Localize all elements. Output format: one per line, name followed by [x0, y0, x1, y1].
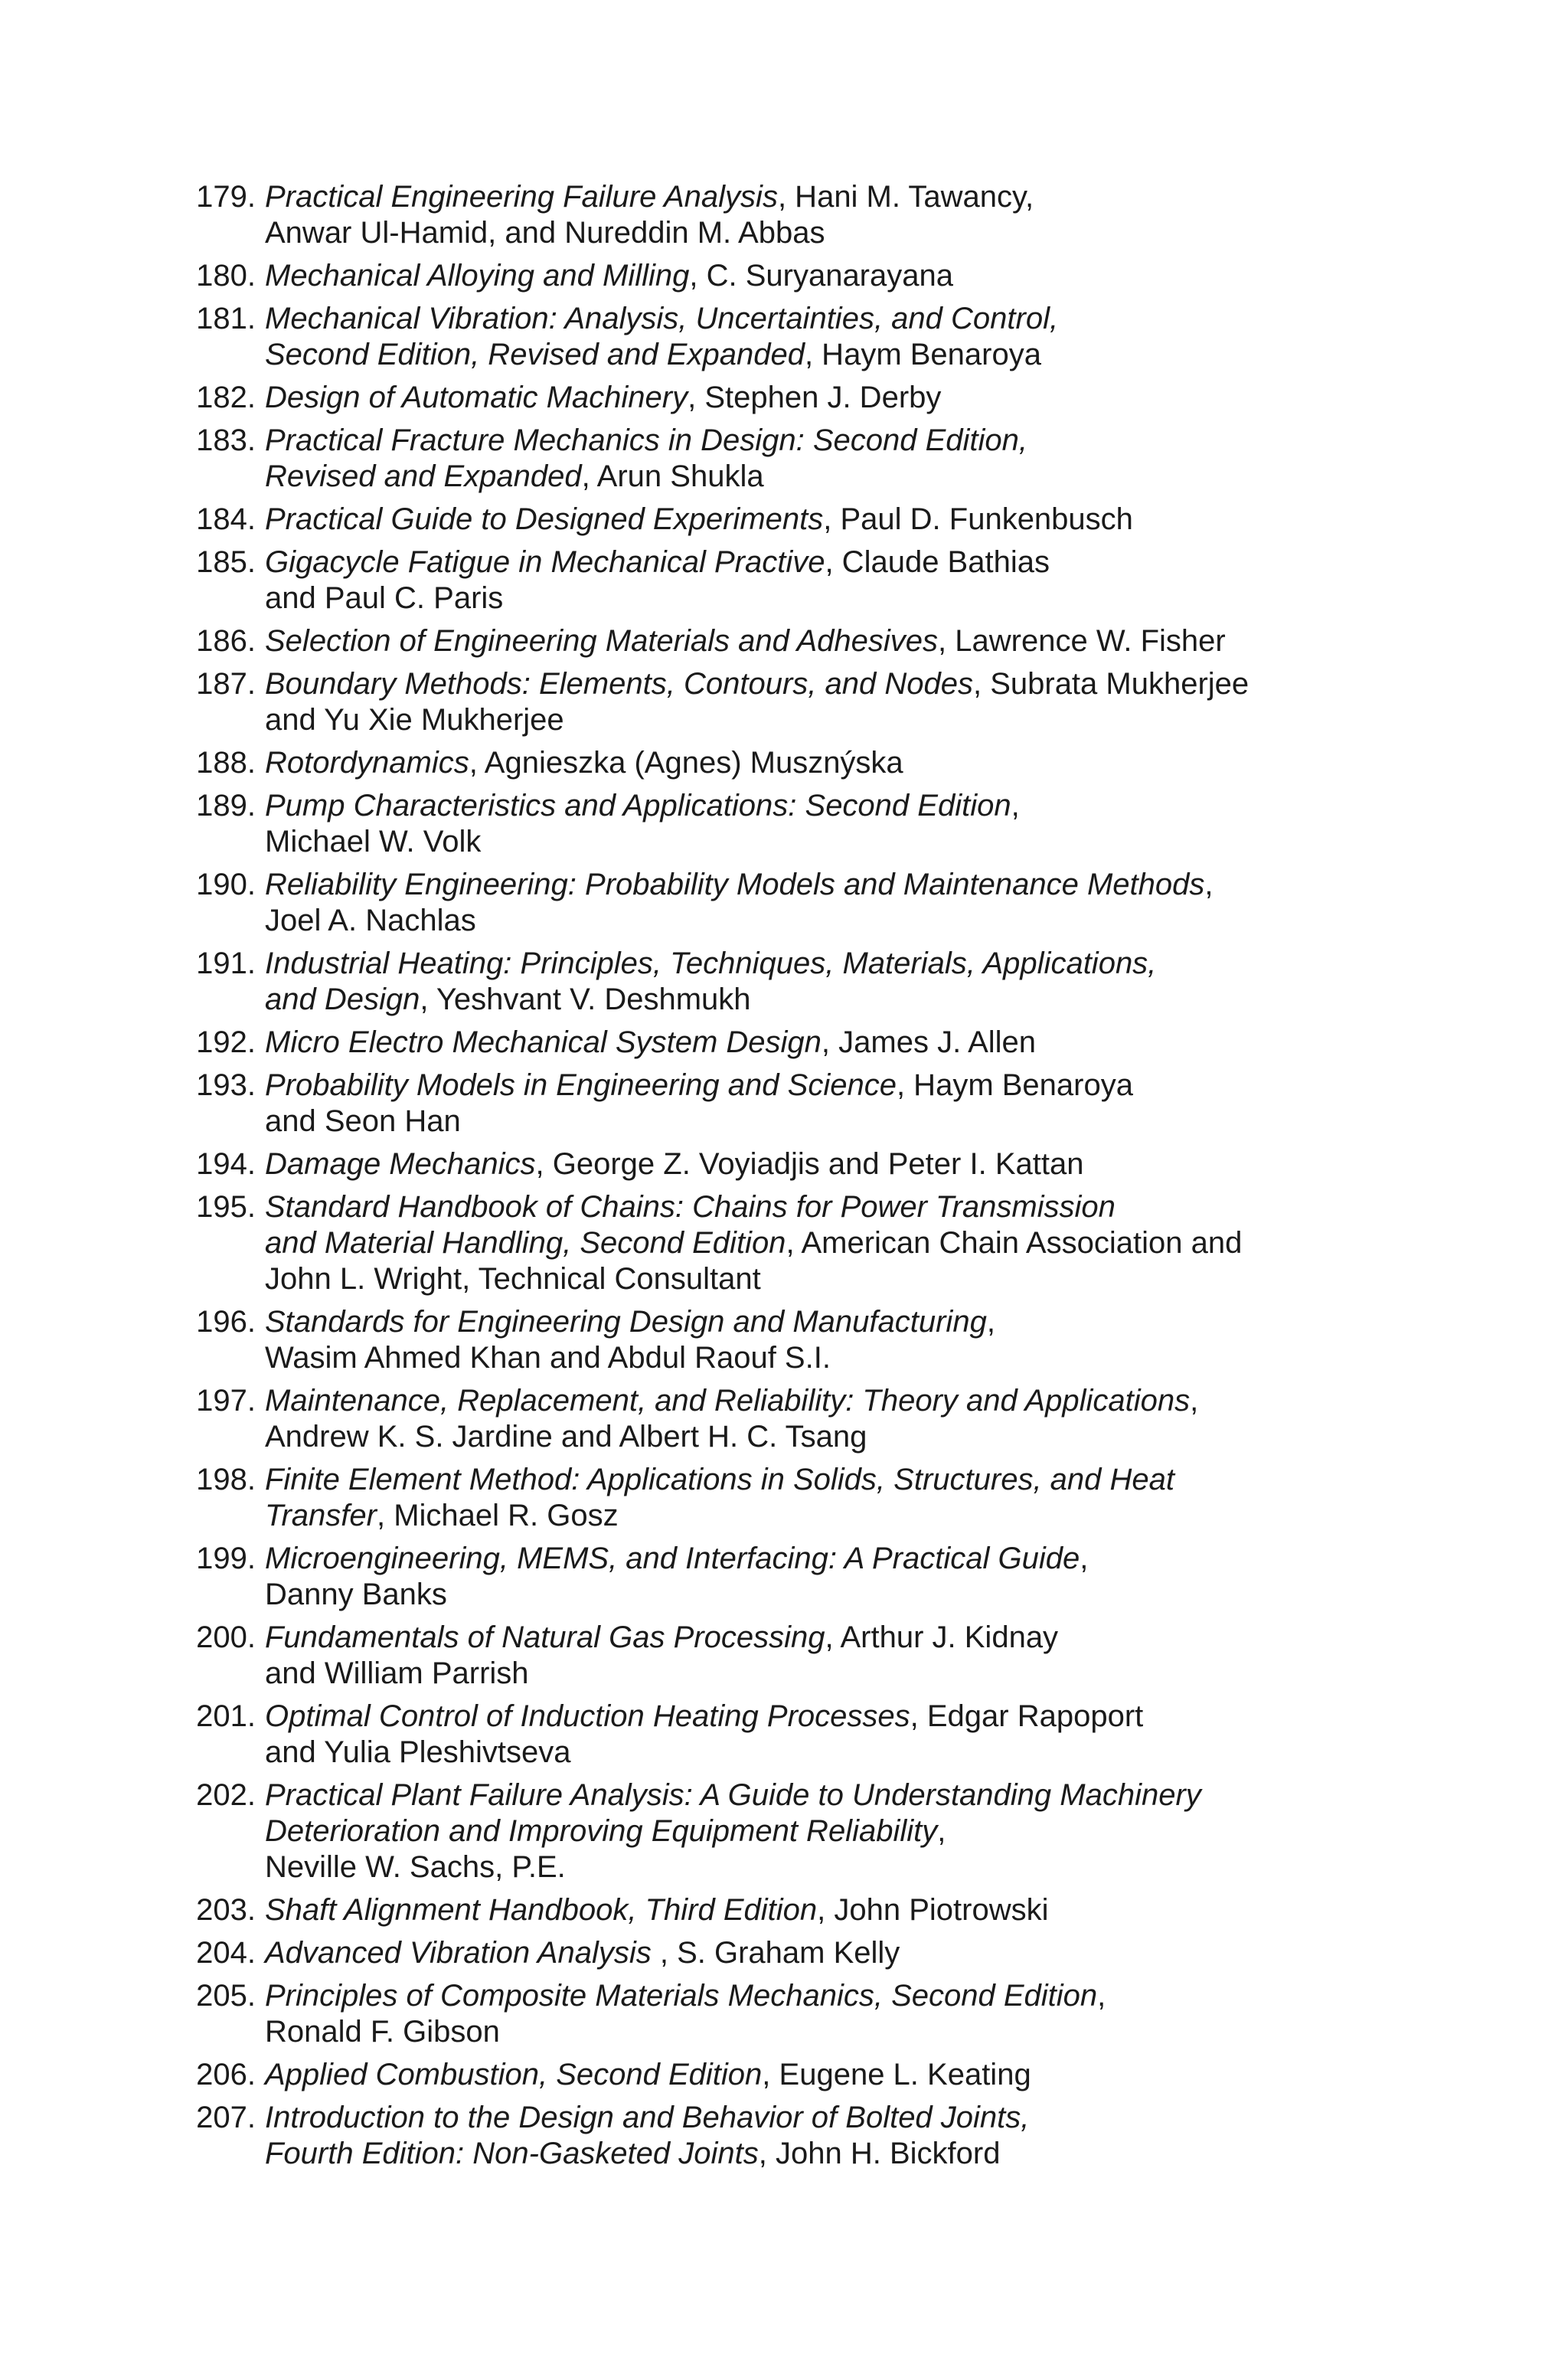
entry-line	[265, 459, 1406, 495]
entry-number: 190.	[196, 868, 256, 901]
list-item	[181, 258, 1406, 294]
entry-line	[265, 1498, 1406, 1534]
book-title: Applied Combustion, Second Edition	[265, 2058, 763, 2091]
entry-number: 191.	[196, 947, 256, 980]
author-text: and Yu Xie Mukherjee	[265, 703, 564, 737]
entry-number: 194.	[196, 1147, 256, 1181]
entry-line	[265, 1261, 1406, 1297]
list-item	[181, 1935, 1406, 1971]
book-title: Reliability Engineering: Probability Models and Maintenance Methods	[265, 868, 1205, 901]
entry-line	[265, 1577, 1406, 1613]
book-title: Fundamentals of Natural Gas Processing	[265, 1620, 825, 1654]
entry-number: 196.	[196, 1305, 256, 1339]
list-item	[181, 788, 1406, 860]
entry-line	[265, 1892, 1406, 1928]
entry-line	[265, 545, 1406, 580]
list-item	[181, 179, 1406, 251]
book-title: Practical Fracture Mechanics in Design: Second Edition,	[265, 424, 1028, 457]
entry-number: 183.	[196, 424, 256, 457]
author-text: and Yulia Pleshivtseva	[265, 1735, 571, 1769]
book-title: Mechanical Alloying and Milling	[265, 259, 690, 293]
author-text: ,	[1080, 1542, 1089, 1575]
entry-number: 203.	[196, 1893, 256, 1927]
author-text: , Subrata Mukherjee	[972, 667, 1250, 701]
author-text: , Haym Benaroya	[896, 1068, 1133, 1102]
book-title: Microengineering, MEMS, and Interfacing: A Practical Guide	[265, 1542, 1080, 1575]
entry-line	[265, 824, 1406, 860]
entry-number: 179.	[196, 180, 256, 214]
book-title: Revised and Expanded	[265, 459, 582, 493]
book-title: Selection of Engineering Materials and Adhesives	[265, 624, 939, 658]
entry-line	[265, 982, 1406, 1018]
book-title: Second Edition, Revised and Expanded	[265, 338, 805, 371]
list-item	[181, 301, 1406, 373]
list-item	[181, 1068, 1406, 1140]
author-text: , Haym Benaroya	[804, 338, 1041, 371]
list-item	[181, 666, 1406, 738]
entry-line	[265, 1699, 1406, 1735]
author-text: , S. Graham Kelly	[659, 1936, 900, 1970]
author-text: , Stephen J. Derby	[688, 381, 942, 414]
list-item	[181, 380, 1406, 416]
book-title: Micro Electro Mechanical System Design	[265, 1025, 822, 1059]
list-item	[181, 867, 1406, 939]
author-text: ,	[1011, 789, 1020, 822]
author-text: , George Z. Voyiadjis and Peter I. Kattan	[535, 1147, 1084, 1181]
book-title: Shaft Alignment Handbook, Third Edition	[265, 1893, 818, 1927]
entry-line	[265, 903, 1406, 939]
list-item	[181, 745, 1406, 781]
entry-line	[265, 1025, 1406, 1061]
entry-number: 188.	[196, 746, 256, 780]
list-item	[181, 545, 1406, 616]
author-text: , Lawrence W. Fisher	[938, 624, 1226, 658]
entry-line	[265, 580, 1406, 616]
entry-line	[265, 1813, 1406, 1849]
book-title: Mechanical Vibration: Analysis, Uncertainties, and Control,	[265, 302, 1059, 335]
list-item	[181, 1620, 1406, 1692]
author-text: , John H. Bickford	[758, 2137, 1001, 2170]
entry-line	[265, 1146, 1406, 1182]
entry-number: 182.	[196, 381, 256, 414]
entry-line	[265, 337, 1406, 373]
entry-line	[265, 1620, 1406, 1656]
list-item	[181, 1699, 1406, 1771]
list-item	[181, 1146, 1406, 1182]
list-item	[181, 1025, 1406, 1061]
entry-line	[265, 1656, 1406, 1692]
author-text: Ronald F. Gibson	[265, 2015, 500, 2049]
author-text: , Edgar Rapoport	[910, 1699, 1144, 1733]
list-item	[181, 1189, 1406, 1297]
entry-number: 181.	[196, 302, 256, 335]
author-text: Michael W. Volk	[265, 825, 482, 858]
list-item	[181, 1383, 1406, 1455]
author-text: Neville W. Sachs, P.E.	[265, 1850, 566, 1884]
entry-number: 187.	[196, 667, 256, 701]
entry-number: 192.	[196, 1025, 256, 1059]
entry-line	[265, 2057, 1406, 2093]
entry-line	[265, 1189, 1406, 1225]
entry-line	[265, 1978, 1406, 2014]
author-text: Danny Banks	[265, 1578, 447, 1611]
entry-line	[265, 179, 1406, 215]
entry-line	[265, 2136, 1406, 2172]
book-title: Practical Plant Failure Analysis: A Guide to Understanding Machinery	[265, 1778, 1201, 1812]
entry-number: 184.	[196, 502, 256, 536]
entry-line	[265, 623, 1406, 659]
list-item	[181, 1978, 1406, 2050]
author-text: ,	[937, 1814, 946, 1848]
author-text: , James J. Allen	[821, 1025, 1037, 1059]
book-title: Standard Handbook of Chains: Chains for Power Transmission	[265, 1190, 1116, 1224]
author-text: ,	[986, 1305, 995, 1339]
entry-line	[265, 1383, 1406, 1419]
book-title: Practical Engineering Failure Analysis	[265, 180, 778, 214]
book-title: Deterioration and Improving Equipment Reliability	[265, 1814, 938, 1848]
book-title: Principles of Composite Materials Mechanics, Second Edition	[265, 1979, 1098, 2013]
author-text: , Hani M. Tawancy,	[777, 180, 1034, 214]
entry-number: 200.	[196, 1620, 256, 1654]
entry-line	[265, 258, 1406, 294]
series-list	[181, 179, 1406, 2179]
list-item	[181, 1777, 1406, 1885]
book-title: Design of Automatic Machinery	[265, 381, 688, 414]
entry-line	[265, 1462, 1406, 1498]
book-title: Introduction to the Design and Behavior of Bolted Joints,	[265, 2101, 1030, 2134]
author-text: , Eugene L. Keating	[762, 2058, 1031, 2091]
entry-line	[265, 215, 1406, 251]
entry-number: 198.	[196, 1463, 256, 1496]
entry-line	[265, 1419, 1406, 1455]
author-text: , John Piotrowski	[817, 1893, 1049, 1927]
book-title: Optimal Control of Induction Heating Processes	[265, 1699, 910, 1733]
author-text: , Agnieszka (Agnes) Musznýska	[469, 746, 903, 780]
book-title: Practical Guide to Designed Experiments	[265, 502, 824, 536]
book-title: Probability Models in Engineering and Science	[265, 1068, 897, 1102]
book-title: Damage Mechanics	[265, 1147, 536, 1181]
book-title: Finite Element Method: Applications in Solids, Structures, and Heat	[265, 1463, 1175, 1496]
entry-line	[265, 745, 1406, 781]
book-title: Gigacycle Fatigue in Mechanical Practive	[265, 545, 825, 579]
entry-number: 202.	[196, 1778, 256, 1812]
book-title: and Design	[265, 983, 420, 1016]
entry-line	[265, 666, 1406, 702]
entry-line	[265, 1735, 1406, 1771]
list-item	[181, 2057, 1406, 2093]
author-text: ,	[1204, 868, 1214, 901]
entry-line	[265, 1225, 1406, 1261]
entry-line	[265, 2100, 1406, 2136]
list-item	[181, 946, 1406, 1018]
author-text: , Michael R. Gosz	[376, 1499, 619, 1532]
entry-number: 199.	[196, 1542, 256, 1575]
book-title: Pump Characteristics and Applications: Second Edition	[265, 789, 1011, 822]
entry-number: 204.	[196, 1936, 256, 1970]
author-text: , Arthur J. Kidnay	[825, 1620, 1059, 1654]
entry-line	[265, 1068, 1406, 1104]
list-item	[181, 1892, 1406, 1928]
entry-line	[265, 301, 1406, 337]
book-title: and Material Handling, Second Edition	[265, 1226, 786, 1260]
author-text: and Paul C. Paris	[265, 581, 504, 615]
entry-number: 186.	[196, 624, 256, 658]
author-text: ,	[1097, 1979, 1106, 2013]
author-text: , American Chain Association and	[786, 1226, 1243, 1260]
entry-line	[265, 380, 1406, 416]
entry-line	[265, 1304, 1406, 1340]
entry-number: 195.	[196, 1190, 256, 1224]
list-item	[181, 423, 1406, 495]
book-title: Maintenance, Replacement, and Reliability: Theory and Applications	[265, 1384, 1191, 1418]
entry-line	[265, 1340, 1406, 1376]
entry-line	[265, 788, 1406, 824]
book-title: Transfer	[265, 1499, 377, 1532]
author-text: ,	[1190, 1384, 1199, 1418]
entry-number: 201.	[196, 1699, 256, 1733]
book-title: Industrial Heating: Principles, Techniques, Materials, Applications,	[265, 947, 1157, 980]
list-item	[181, 502, 1406, 538]
entry-number: 197.	[196, 1384, 256, 1418]
author-text: John L. Wright, Technical Consultant	[265, 1262, 761, 1296]
entry-number: 193.	[196, 1068, 256, 1102]
author-text: , Claude Bathias	[825, 545, 1050, 579]
entry-number: 205.	[196, 1979, 256, 2013]
book-title: Fourth Edition: Non-Gasketed Joints	[265, 2137, 759, 2170]
entry-line	[265, 867, 1406, 903]
book-title: Standards for Engineering Design and Manufacturing	[265, 1305, 987, 1339]
entry-line	[265, 946, 1406, 982]
entry-line	[265, 423, 1406, 459]
author-text: Wasim Ahmed Khan and Abdul Raouf S.I.	[265, 1341, 831, 1375]
entry-line	[265, 1777, 1406, 1813]
author-text: and Seon Han	[265, 1104, 461, 1138]
entry-line	[265, 1541, 1406, 1577]
entry-line	[265, 702, 1406, 738]
book-title: Advanced Vibration Analysis	[265, 1936, 660, 1970]
book-title: Boundary Methods: Elements, Contours, and Nodes	[265, 667, 973, 701]
entry-line	[265, 1104, 1406, 1140]
entry-line	[265, 1935, 1406, 1971]
list-item	[181, 2100, 1406, 2172]
entry-number: 207.	[196, 2101, 256, 2134]
entry-number: 206.	[196, 2058, 256, 2091]
author-text: , Yeshvant V. Deshmukh	[420, 983, 751, 1016]
author-text: Andrew K. S. Jardine and Albert H. C. Tsang	[265, 1420, 867, 1454]
author-text: , Arun Shukla	[581, 459, 764, 493]
entry-number: 185.	[196, 545, 256, 579]
list-item	[181, 623, 1406, 659]
author-text: Joel A. Nachlas	[265, 904, 476, 937]
entry-line	[265, 1849, 1406, 1885]
book-title: Rotordynamics	[265, 746, 469, 780]
entry-line	[265, 2014, 1406, 2050]
entry-number: 180.	[196, 259, 256, 293]
entry-number: 189.	[196, 789, 256, 822]
author-text: , C. Suryanarayana	[689, 259, 953, 293]
list-item	[181, 1304, 1406, 1376]
list-item	[181, 1541, 1406, 1613]
entry-line	[265, 502, 1406, 538]
author-text: Anwar Ul-Hamid, and Nureddin M. Abbas	[265, 216, 825, 250]
author-text: and William Parrish	[265, 1656, 529, 1690]
list-item	[181, 1462, 1406, 1534]
author-text: , Paul D. Funkenbusch	[823, 502, 1133, 536]
